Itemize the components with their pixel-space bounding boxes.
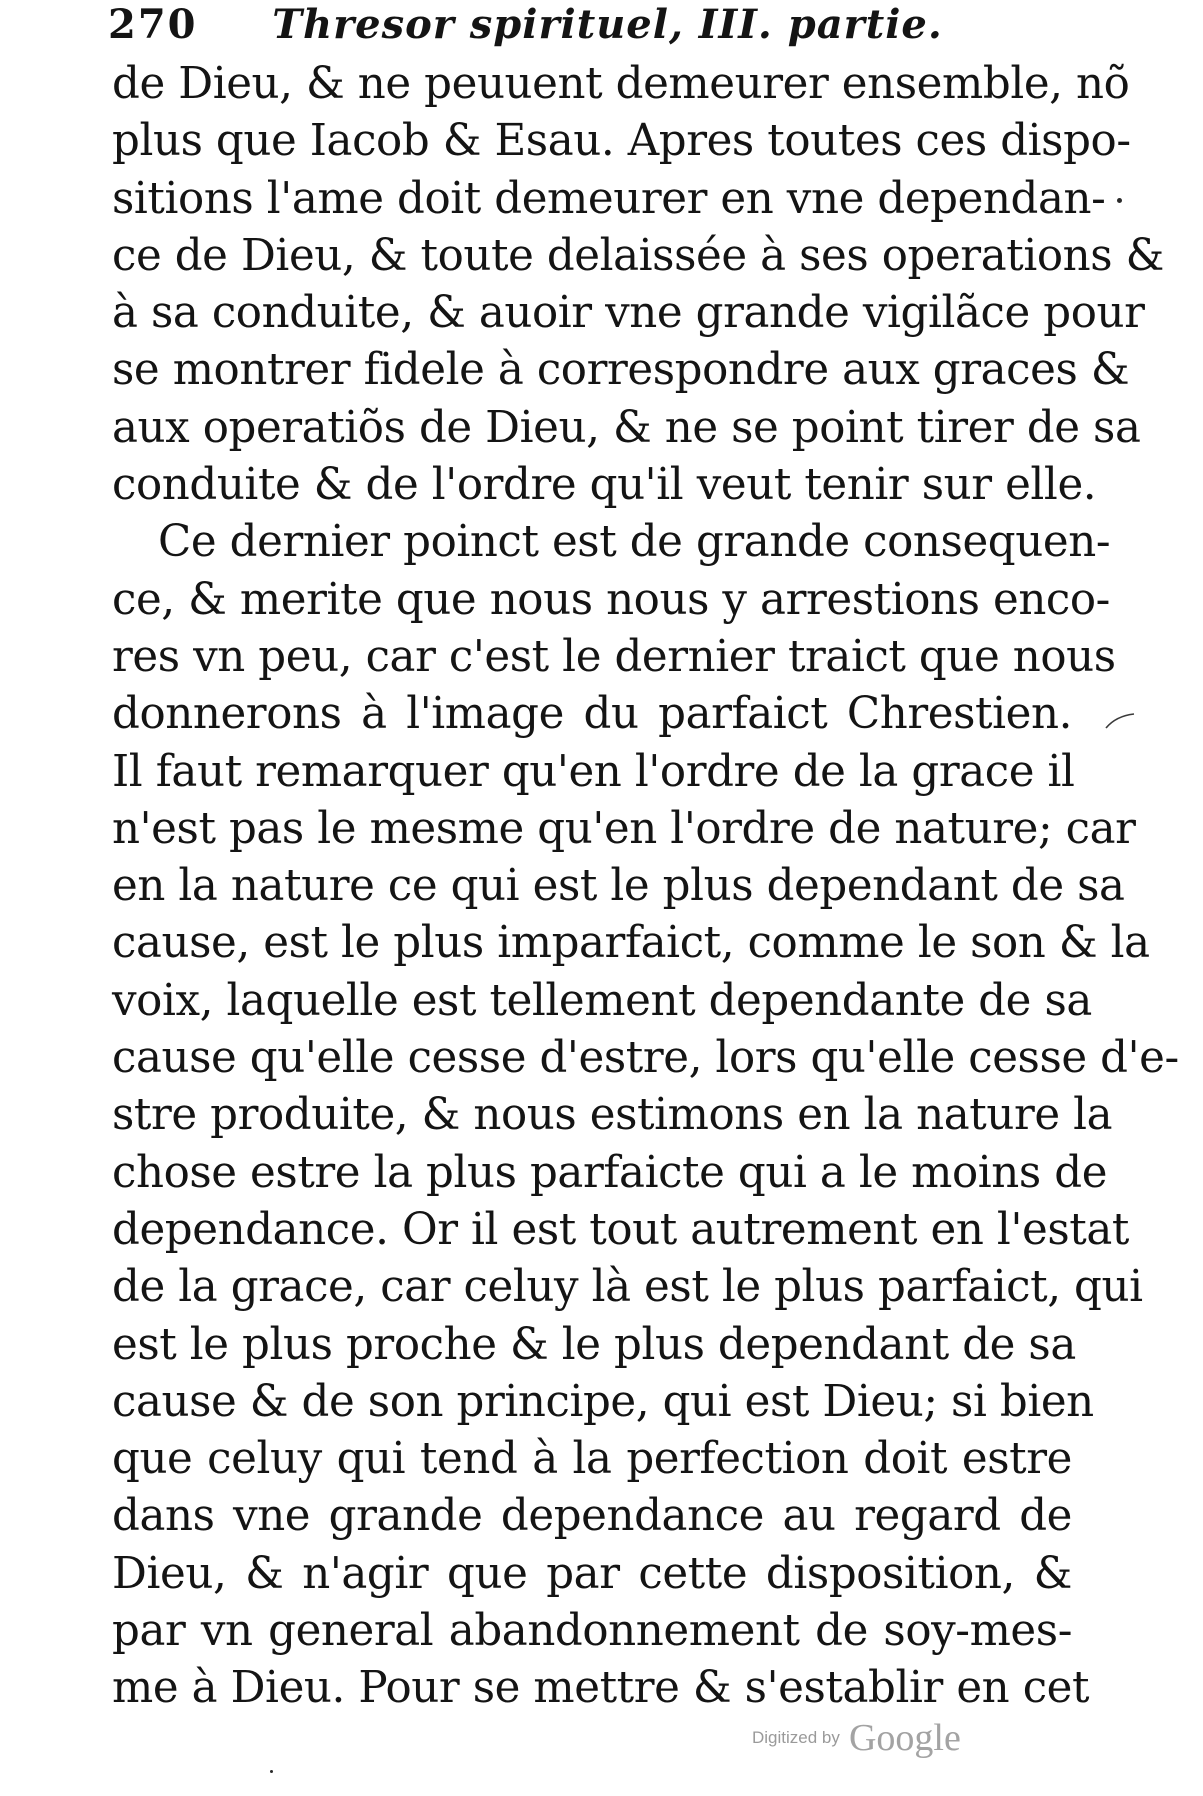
text-line: stre produite, & nous estimons en la nature la xyxy=(112,1090,1113,1141)
text-line: est le plus proche & le plus dependant de sa xyxy=(112,1319,1076,1370)
digitized-by-google-watermark xyxy=(752,1716,1012,1766)
text-line: plus que Iacob & Esau. Apres toutes ces dispo- xyxy=(112,116,1131,167)
text-line: voix, laquelle est tellement dependante de sa xyxy=(112,975,1092,1026)
text-line: ce, & merite que nous nous y arrestions enco- xyxy=(112,574,1110,625)
text-line: aux operatiõs de Dieu, & ne se point tirer de sa xyxy=(112,402,1141,453)
text-line: me à Dieu. Pour se mettre & s'establir en cet xyxy=(112,1663,1090,1714)
text-line: se montrer fidele à correspondre aux graces & xyxy=(112,345,1130,396)
text-line: à sa conduite, & auoir vne grande vigilãce pour xyxy=(112,288,1145,339)
running-title: Thresor spirituel, III. partie. xyxy=(272,1,943,48)
text-line: cause & de son principe, qui est Dieu; si bien xyxy=(112,1376,1094,1427)
text-line: Dieu, & n'agir que par cette disposition, & xyxy=(112,1548,1072,1599)
text-line: donnerons à l'image du parfaict Chrestien. xyxy=(112,689,1072,740)
text-line: dependance. Or il est tout autrement en l'estat xyxy=(112,1204,1129,1255)
text-line: conduite & de l'ordre qu'il veut tenir sur elle. xyxy=(112,460,1097,511)
text-line: chose estre la plus parfaicte qui a le moins de xyxy=(112,1147,1108,1198)
text-line: de la grace, car celuy là est le plus parfaict, qui xyxy=(112,1262,1143,1313)
text-line: en la nature ce qui est le plus dependant de sa xyxy=(112,861,1125,912)
google-logo: Google xyxy=(848,1717,961,1759)
text-line: ce de Dieu, & toute delaissée à ses operations & xyxy=(112,230,1164,281)
page-number: 270 xyxy=(108,1,198,48)
text-line: sitions l'ame doit demeurer en vne dependan- xyxy=(112,173,1106,224)
text-line: que celuy qui tend à la perfection doit estre xyxy=(112,1434,1072,1485)
margin-speck xyxy=(270,1770,273,1773)
margin-speck xyxy=(1117,198,1122,203)
text-line: Il faut remarquer qu'en l'ordre de la grace il xyxy=(112,746,1075,797)
text-line: par vn general abandonnement de soy-mes- xyxy=(112,1606,1072,1657)
running-head xyxy=(108,0,1008,50)
text-line: cause, est le plus imparfaict, comme le son & la xyxy=(112,918,1150,969)
text-line: cause qu'elle cesse d'estre, lors qu'elle cesse d'e- xyxy=(112,1033,1179,1084)
text-line: dans vne grande dependance au regard de xyxy=(112,1491,1072,1542)
text-line: res vn peu, car c'est le dernier traict que nous xyxy=(112,631,1116,682)
text-line: de Dieu, & ne peuuent demeurer ensemble, nõ xyxy=(112,59,1130,109)
body-text xyxy=(112,56,1179,1718)
margin-pen-mark xyxy=(1104,712,1136,732)
watermark-prefix: Digitized by xyxy=(752,1728,840,1747)
text-line: Ce dernier poinct est de grande consequen- xyxy=(158,517,1111,568)
text-line: n'est pas le mesme qu'en l'ordre de nature; car xyxy=(112,803,1136,854)
